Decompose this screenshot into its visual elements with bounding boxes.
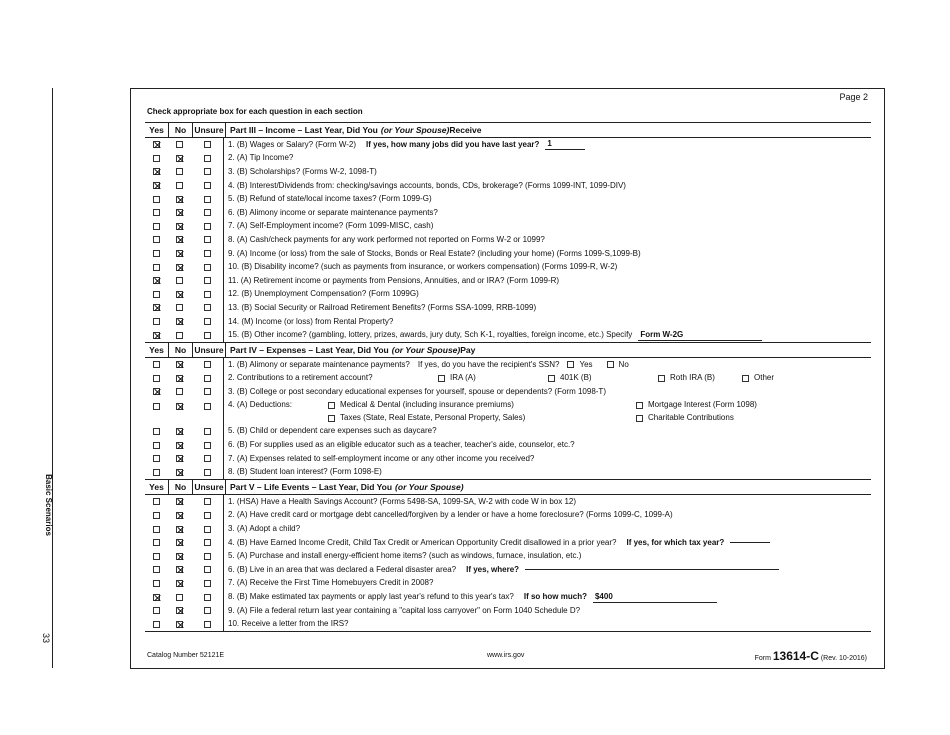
no-checkbox[interactable] <box>176 236 183 243</box>
question-row <box>145 563 871 577</box>
unsure-checkbox[interactable] <box>204 304 211 311</box>
question-text: 2. (A) Have credit card or mortgage debt cancelled/forgiven by a lender or have a home foreclosure? (Forms 1099-C, 1099-A) <box>228 510 673 520</box>
no-checkbox[interactable] <box>176 250 183 257</box>
no-checkbox[interactable] <box>176 580 183 587</box>
part4-rows <box>145 425 871 479</box>
yes-checkbox[interactable] <box>153 621 160 628</box>
yes-checkbox[interactable] <box>153 168 160 175</box>
yes-checkbox[interactable] <box>153 594 160 601</box>
yes-checkbox[interactable] <box>153 277 160 284</box>
no-checkbox[interactable] <box>176 469 183 476</box>
no-checkbox[interactable] <box>176 428 183 435</box>
question-text: 8. (B) Make estimated tax payments or apply last year's refund to this year's tax? <box>228 592 514 602</box>
part4-q4-row <box>145 399 871 425</box>
unsure-checkbox[interactable] <box>204 553 211 560</box>
question-row <box>145 233 871 247</box>
yes-checkbox[interactable] <box>153 428 160 435</box>
part4-q1-row <box>145 358 871 372</box>
yes-checkbox[interactable] <box>153 196 160 203</box>
unsure-checkbox[interactable] <box>204 318 211 325</box>
unsure-checkbox[interactable] <box>204 182 211 189</box>
yes-checkbox[interactable] <box>153 607 160 614</box>
yes-checkbox[interactable] <box>153 469 160 476</box>
question-text: 3. (B) Scholarships? (Forms W-2, 1098-T) <box>228 166 377 176</box>
yes-checkbox[interactable] <box>153 291 160 298</box>
question-followup: If so how much? <box>523 592 587 602</box>
question-text: 7. (A) Self-Employment income? (Form 1099-MISC, cash) <box>228 221 434 231</box>
no-checkbox[interactable] <box>176 512 183 519</box>
roth-ira-label: Roth IRA (B) <box>670 373 715 383</box>
answer-field[interactable]: $400 <box>593 592 717 603</box>
question-text: 3. (B) College or post secondary educational expenses for yourself, spouse or dependents? (Form 1098-T) <box>228 386 606 396</box>
question-row <box>145 260 871 274</box>
question-row <box>145 179 871 193</box>
question-text: 12. (B) Unemployment Compensation? (Form 1099G) <box>228 289 419 299</box>
unsure-checkbox[interactable] <box>204 223 211 230</box>
unsure-checkbox[interactable] <box>204 594 211 601</box>
yes-checkbox[interactable] <box>153 512 160 519</box>
mortgage-interest-label: Mortgage Interest (Form 1098) <box>648 400 757 410</box>
margin-rule <box>52 88 53 668</box>
yes-checkbox[interactable] <box>153 498 160 505</box>
other-retirement-label: Other <box>754 373 775 383</box>
no-checkbox[interactable] <box>176 498 183 505</box>
roth-ira-checkbox[interactable] <box>658 375 665 382</box>
no-checkbox[interactable] <box>176 594 183 601</box>
yes-checkbox[interactable] <box>153 155 160 162</box>
question-row <box>145 495 871 509</box>
question-text: 11. (A) Retirement income or payments from Pensions, Annuities, and or IRA? (Form 1099-R) <box>228 275 560 285</box>
answer-field[interactable]: 1 <box>545 139 585 150</box>
unsure-checkbox[interactable] <box>204 539 211 546</box>
yes-checkbox[interactable] <box>153 388 160 395</box>
no-checkbox[interactable] <box>176 442 183 449</box>
question-row <box>145 604 871 618</box>
ssn-no-label: No <box>618 359 629 369</box>
unsure-checkbox[interactable] <box>204 512 211 519</box>
part3-rows <box>145 138 871 342</box>
question-row <box>145 549 871 563</box>
part4-header <box>145 342 871 358</box>
question-text: 10. (B) Disability income? (such as payments from insurance, or workers compensation) (Forms 1099-R, W-2) <box>228 262 618 272</box>
part4-title: Part IV – Expenses – Last Year, Did You (or Your Spouse) Pay <box>230 344 476 355</box>
no-checkbox[interactable] <box>176 403 183 410</box>
yes-checkbox[interactable] <box>153 553 160 560</box>
yes-checkbox[interactable] <box>153 361 160 368</box>
part4-q3-row <box>145 385 871 399</box>
yes-checkbox[interactable] <box>153 223 160 230</box>
unsure-checkbox[interactable] <box>204 264 211 271</box>
yes-checkbox[interactable] <box>153 375 160 382</box>
no-checkbox[interactable] <box>176 388 183 395</box>
unsure-checkbox[interactable] <box>204 291 211 298</box>
yes-checkbox[interactable] <box>153 264 160 271</box>
no-checkbox[interactable] <box>176 607 183 614</box>
question-text: 4. (A) Deductions: <box>228 400 293 410</box>
unsure-checkbox[interactable] <box>204 236 211 243</box>
question-row <box>145 165 871 179</box>
question-row <box>145 617 871 631</box>
col-no-header: No <box>169 123 193 137</box>
no-checkbox[interactable] <box>176 318 183 325</box>
yes-checkbox[interactable] <box>153 580 160 587</box>
unsure-checkbox[interactable] <box>204 526 211 533</box>
no-checkbox[interactable] <box>176 196 183 203</box>
other-retirement-checkbox[interactable] <box>742 375 749 382</box>
no-checkbox[interactable] <box>176 375 183 382</box>
no-checkbox[interactable] <box>176 566 183 573</box>
unsure-checkbox[interactable] <box>204 428 211 435</box>
yes-checkbox[interactable] <box>153 566 160 573</box>
col-yes-header: Yes <box>145 123 169 137</box>
question-row <box>145 522 871 536</box>
unsure-checkbox[interactable] <box>204 209 211 216</box>
no-checkbox[interactable] <box>176 304 183 311</box>
no-checkbox[interactable] <box>176 155 183 162</box>
unsure-checkbox[interactable] <box>204 361 211 368</box>
no-checkbox[interactable] <box>176 264 183 271</box>
question-text: 6. (B) Alimony income or separate maintenance payments? <box>228 207 438 217</box>
question-row <box>145 301 871 315</box>
col-no-header: No <box>169 480 193 494</box>
yes-checkbox[interactable] <box>153 182 160 189</box>
question-followup: If yes, how many jobs did you have last year? <box>366 139 540 149</box>
ssn-no-checkbox[interactable] <box>607 361 614 368</box>
question-followup: If yes, do you have the recipient's SSN? <box>417 359 560 369</box>
part3-header <box>145 123 871 138</box>
page-label: Page 2 <box>839 92 868 102</box>
question-text: 15. (B) Other income? (gambling, lottery, prizes, awards, jury duty, Sch K-1, royalties, foreign income, etc.) Specify <box>228 330 633 340</box>
question-row <box>145 509 871 523</box>
unsure-checkbox[interactable] <box>204 469 211 476</box>
part3-title: Part III – Income – Last Year, Did You (or Your Spouse) Receive <box>230 125 482 135</box>
no-checkbox[interactable] <box>176 361 183 368</box>
question-text: 14. (M) Income (or loss) from Rental Property? <box>228 316 394 326</box>
yes-checkbox[interactable] <box>153 250 160 257</box>
questionnaire-table <box>145 122 871 632</box>
401k-checkbox[interactable] <box>548 375 555 382</box>
form-id: Form 13614-C (Rev. 10-2016) <box>754 649 867 663</box>
unsure-checkbox[interactable] <box>204 566 211 573</box>
yes-checkbox[interactable] <box>153 236 160 243</box>
yes-checkbox[interactable] <box>153 141 160 148</box>
question-text: 8. (A) Cash/check payments for any work performed not reported on Forms W-2 or 1099? <box>228 234 545 244</box>
unsure-checkbox[interactable] <box>204 621 211 628</box>
question-text: 1. (B) Alimony or separate maintenance payments? <box>228 359 410 369</box>
yes-checkbox[interactable] <box>153 442 160 449</box>
col-unsure-header: Unsure <box>193 343 226 357</box>
question-followup: If yes, for which tax year? <box>626 537 725 547</box>
no-checkbox[interactable] <box>176 526 183 533</box>
unsure-checkbox[interactable] <box>204 607 211 614</box>
no-checkbox[interactable] <box>176 291 183 298</box>
question-row <box>145 452 871 466</box>
question-text: 13. (B) Social Security or Railroad Retirement Benefits? (Forms SSA-1099, RRB-1099) <box>228 302 537 312</box>
question-followup: If yes, where? <box>466 564 520 574</box>
no-checkbox[interactable] <box>176 332 183 339</box>
unsure-checkbox[interactable] <box>204 196 211 203</box>
question-row <box>145 247 871 261</box>
col-no-header: No <box>169 343 193 357</box>
question-text: 9. (A) File a federal return last year containing a "capital loss carryover" on Form 1040 Schedule D? <box>228 605 581 615</box>
question-row <box>145 536 871 550</box>
unsure-checkbox[interactable] <box>204 332 211 339</box>
yes-checkbox[interactable] <box>153 526 160 533</box>
question-row <box>145 220 871 234</box>
unsure-checkbox[interactable] <box>204 155 211 162</box>
answer-field[interactable] <box>525 569 779 570</box>
question-row <box>145 315 871 329</box>
ira-label: IRA (A) <box>450 373 476 383</box>
no-checkbox[interactable] <box>176 621 183 628</box>
question-row <box>145 438 871 452</box>
catalog-number: Catalog Number 52121E <box>147 652 225 659</box>
question-text: 8. (B) Student loan interest? (Form 1098-E) <box>228 467 382 477</box>
question-text: 5. (A) Purchase and install energy-efficient home items? (such as windows, furnace, insulation, etc.) <box>228 551 582 561</box>
question-row <box>145 465 871 479</box>
unsure-checkbox[interactable] <box>204 455 211 462</box>
question-text: 6. (B) For supplies used as an eligible educator such as a teacher, teacher's aide, counselor, etc.? <box>228 440 575 450</box>
taxes-label: Taxes (State, Real Estate, Personal Property, Sales) <box>340 413 526 423</box>
side-section-label: Basic Scenarios <box>44 474 53 536</box>
question-text: 7. (A) Receive the First Time Homebuyers Credit in 2008? <box>228 578 434 588</box>
question-text: 7. (A) Expenses related to self-employment income or any other income you received? <box>228 453 535 463</box>
no-checkbox[interactable] <box>176 209 183 216</box>
question-row <box>145 577 871 591</box>
unsure-checkbox[interactable] <box>204 375 211 382</box>
answer-field[interactable]: Form W-2G <box>638 330 762 341</box>
col-unsure-header: Unsure <box>193 480 226 494</box>
question-row <box>145 590 871 604</box>
no-checkbox[interactable] <box>176 553 183 560</box>
mortgage-interest-checkbox[interactable] <box>636 402 643 409</box>
yes-checkbox[interactable] <box>153 539 160 546</box>
no-checkbox[interactable] <box>176 455 183 462</box>
form-page <box>130 88 885 669</box>
question-row <box>145 206 871 220</box>
answer-field[interactable] <box>730 542 770 543</box>
question-row <box>145 328 871 342</box>
no-checkbox[interactable] <box>176 223 183 230</box>
no-checkbox[interactable] <box>176 141 183 148</box>
no-checkbox[interactable] <box>176 277 183 284</box>
charitable-label: Charitable Contributions <box>648 413 734 423</box>
question-text: 5. (B) Child or dependent care expenses such as daycare? <box>228 426 437 436</box>
question-row <box>145 152 871 166</box>
question-text: 3. (A) Adopt a child? <box>228 524 301 534</box>
side-page-number: 33 <box>41 632 51 643</box>
question-text: 4. (B) Have Earned Income Credit, Child Tax Credit or American Opportunity Credit disallowed in a prior year? <box>228 537 617 547</box>
yes-checkbox[interactable] <box>153 332 160 339</box>
unsure-checkbox[interactable] <box>204 141 211 148</box>
question-text: 2. (A) Tip Income? <box>228 153 294 163</box>
question-text: 4. (B) Interest/Dividends from: checking/savings accounts, bonds, CDs, brokerage? (Forms 1099-INT, 1099-DIV) <box>228 180 626 190</box>
question-text: 6. (B) Live in an area that was declared a Federal disaster area? <box>228 564 457 574</box>
unsure-checkbox[interactable] <box>204 403 211 410</box>
no-checkbox[interactable] <box>176 539 183 546</box>
question-row <box>145 192 871 206</box>
unsure-checkbox[interactable] <box>204 388 211 395</box>
question-text: 1. (B) Wages or Salary? (Form W-2) <box>228 139 357 149</box>
part5-rows <box>145 495 871 631</box>
no-checkbox[interactable] <box>176 182 183 189</box>
yes-checkbox[interactable] <box>153 455 160 462</box>
question-row <box>145 274 871 288</box>
unsure-checkbox[interactable] <box>204 498 211 505</box>
instruction-text: Check appropriate box for each question in each section <box>147 107 363 116</box>
unsure-checkbox[interactable] <box>204 277 211 284</box>
website: www.irs.gov <box>487 652 525 659</box>
question-text: 9. (A) Income (or loss) from the sale of Stocks, Bonds or Real Estate? (including your home) (Forms 1099-S,1099-B) <box>228 248 641 258</box>
yes-checkbox[interactable] <box>153 318 160 325</box>
part5-title: Part V – Life Events – Last Year, Did You (or Your Spouse) <box>230 482 464 493</box>
unsure-checkbox[interactable] <box>204 250 211 257</box>
medical-dental-label: Medical & Dental (including insurance premiums) <box>340 400 514 410</box>
col-yes-header: Yes <box>145 343 169 357</box>
unsure-checkbox[interactable] <box>204 580 211 587</box>
yes-checkbox[interactable] <box>153 403 160 410</box>
col-yes-header: Yes <box>145 480 169 494</box>
unsure-checkbox[interactable] <box>204 442 211 449</box>
question-text: 10. Receive a letter from the IRS? <box>228 619 349 629</box>
no-checkbox[interactable] <box>176 168 183 175</box>
ssn-yes-label: Yes <box>579 359 593 369</box>
question-text: 2. Contributions to a retirement account? <box>228 373 373 383</box>
part4-q2-row <box>145 372 871 386</box>
charitable-checkbox[interactable] <box>636 415 643 422</box>
ssn-yes-checkbox[interactable] <box>567 361 574 368</box>
yes-checkbox[interactable] <box>153 209 160 216</box>
question-row <box>145 288 871 302</box>
question-text: 5. (B) Refund of state/local income taxes? (Form 1099-G) <box>228 194 432 204</box>
part5-header <box>145 479 871 495</box>
question-row <box>145 425 871 439</box>
col-unsure-header: Unsure <box>193 123 226 137</box>
question-text: 1. (HSA) Have a Health Savings Account? (Forms 5498-SA, 1099-SA, W-2 with code W in box 12) <box>228 496 577 506</box>
taxes-checkbox[interactable] <box>328 415 335 422</box>
medical-dental-checkbox[interactable] <box>328 402 335 409</box>
yes-checkbox[interactable] <box>153 304 160 311</box>
unsure-checkbox[interactable] <box>204 168 211 175</box>
401k-label: 401K (B) <box>560 373 592 383</box>
ira-checkbox[interactable] <box>438 375 445 382</box>
question-row <box>145 138 871 152</box>
